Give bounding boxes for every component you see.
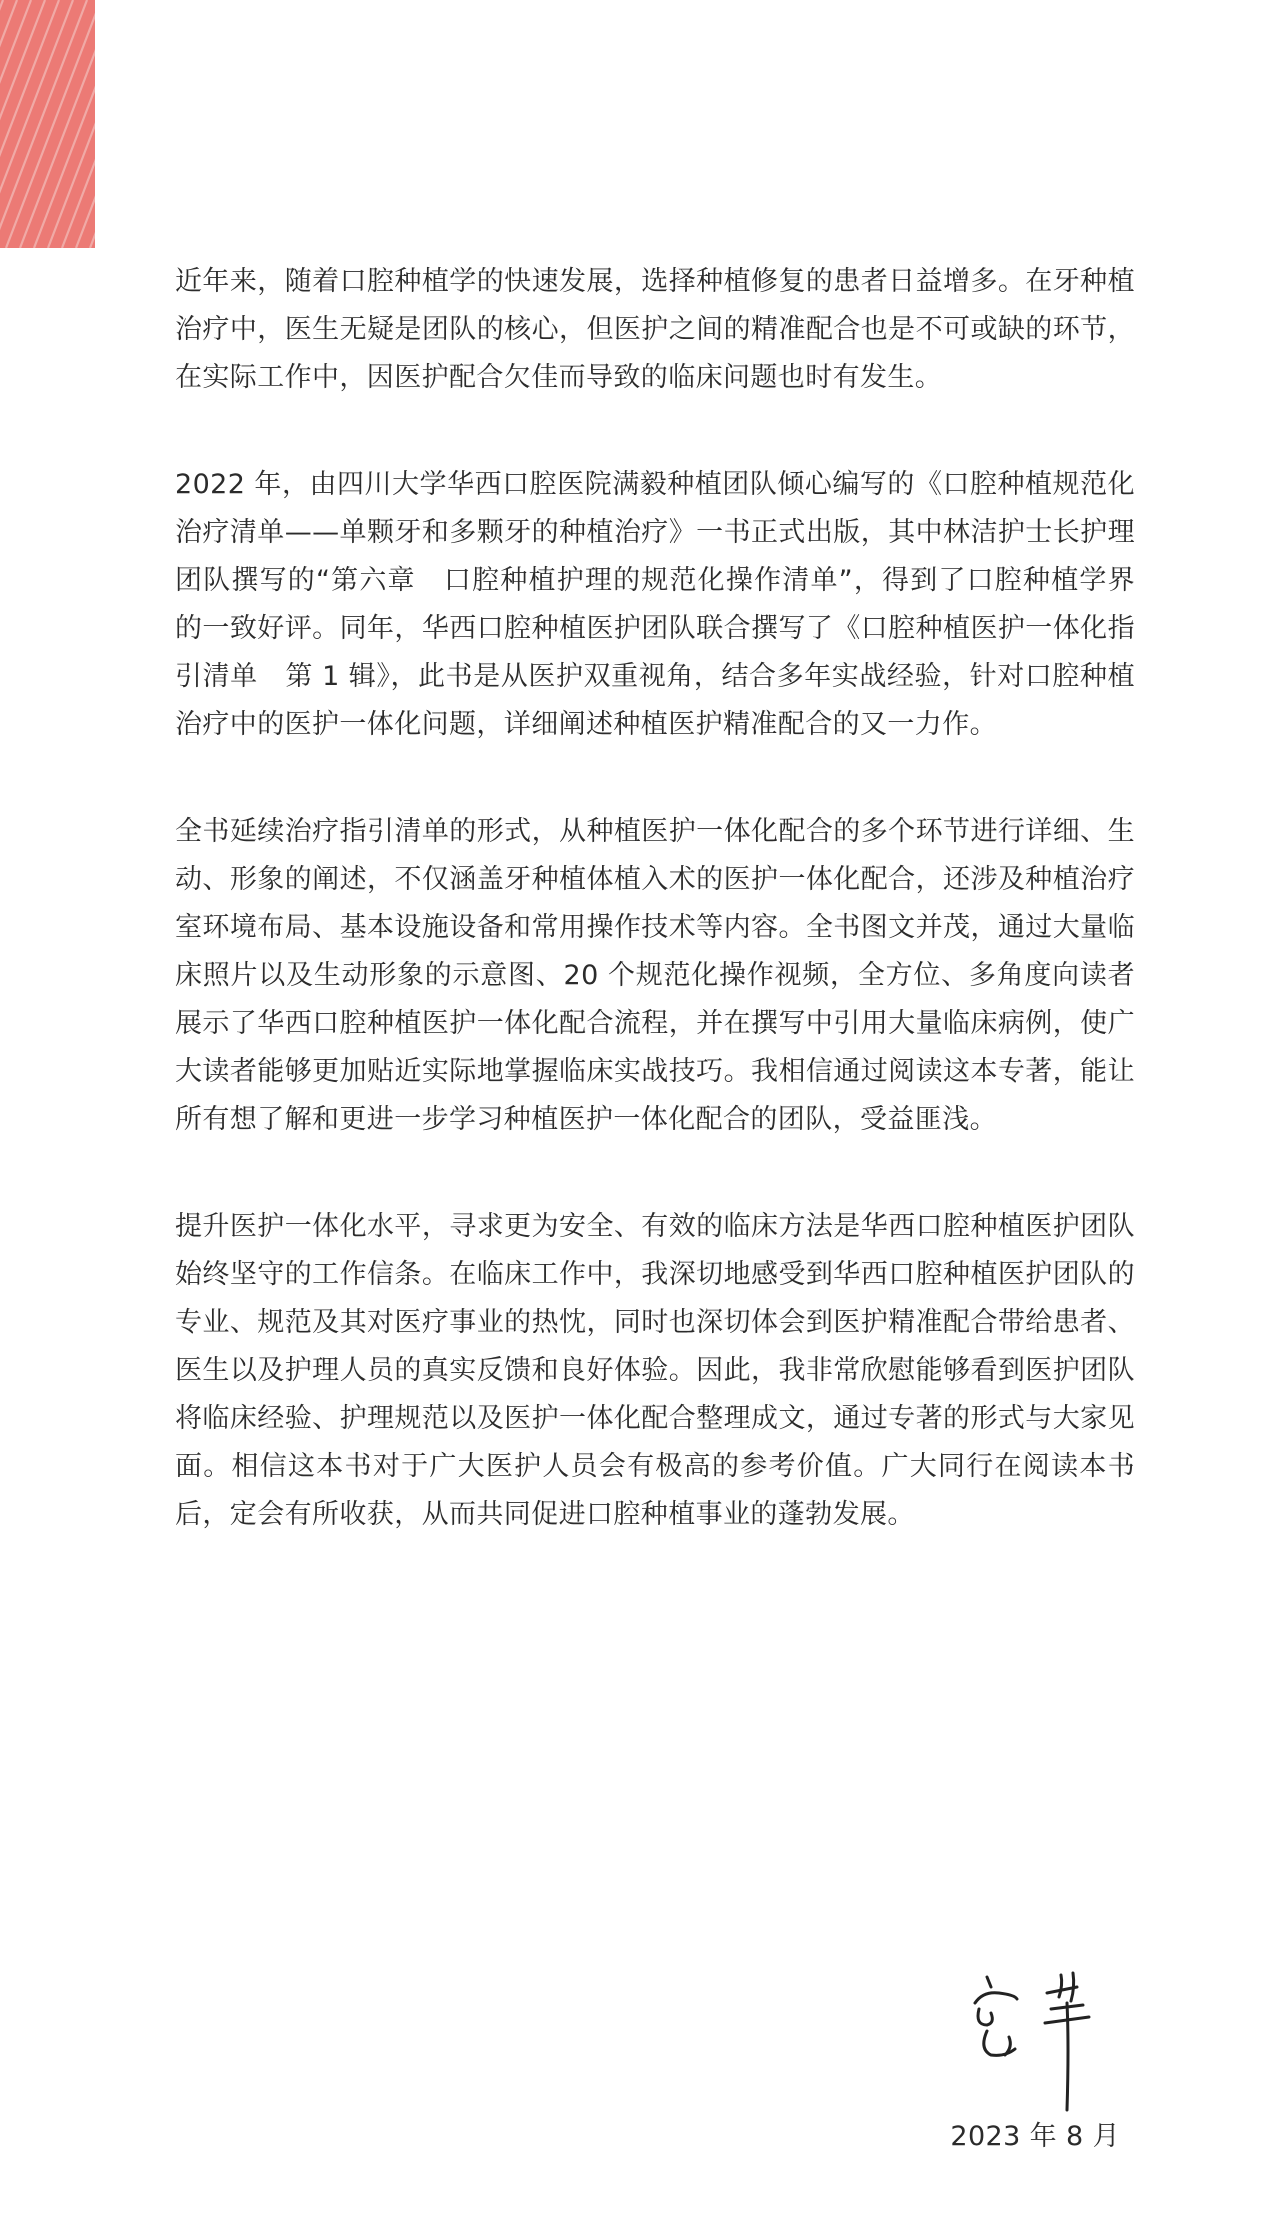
preface-body [175,258,1135,1598]
paragraph-1: 近年来，随着口腔种植学的快速发展，选择种植修复的患者日益增多。在牙种植治疗中，医生无疑是团队的核心，但医护之间的精准配合也是不可或缺的环节，在实际工作中，因医护配合欠佳而导致的临床问题也时有发生。 [175,266,1135,393]
paragraph-3: 全书延续治疗指引清单的形式，从种植医护一体化配合的多个环节进行详细、生动、形象的阐述，不仅涵盖牙种植体植入术的医护一体化配合，还涉及种植治疗室环境布局、基本设施设备和常用操作技术等内容。全书图文并茂，通过大量临床照片以及生动形象的示意图、20 个规范化操作视频，全方位、多角度向读者展示了华西口腔种植医护一体化配合流程，并在撰写中引用大量临床病例，使广大读者能够更加贴近实际地掌握临床实战技巧。我相信通过阅读这本专著，能让所有想了解和更进一步学习种植医护一体化配合的团队，受益匪浅。 [175,816,1135,1135]
paragraph-2: 2022 年，由四川大学华西口腔医院满毅种植团队倾心编写的《口腔种植规范化治疗清单——单颗牙和多颗牙的种植治疗》一书正式出版，其中林洁护士长护理团队撰写的“第六章 口腔种植护理的规范化操作清单”，得到了口腔种植学界的一致好评。同年，华西口腔种植医护团队联合撰写了《口腔种植医护一体化指引清单 第 1 辑》，此书是从医护双重视角，结合多年实战经验，针对口腔种植治疗中的医护一体化问题，详细阐述种植医护精准配合的又一力作。 [175,469,1135,740]
corner-stripe-decoration [0,0,95,248]
handwritten-signature [965,1965,1115,2115]
paragraph-4: 提升医护一体化水平，寻求更为安全、有效的临床方法是华西口腔种植医护团队始终坚守的工作信条。在临床工作中，我深切地感受到华西口腔种植医护团队的专业、规范及其对医疗事业的热忱，同时也深切体会到医护精准配合带给患者、医生以及护理人员的真实反馈和良好体验。因此，我非常欣慰能够看到医护团队将临床经验、护理规范以及医护一体化配合整理成文，通过专著的形式与大家见面。相信这本书对于广大医护人员会有极高的参考价值。广大同行在阅读本书后，定会有所收获，从而共同促进口腔种植事业的蓬勃发展。 [175,1211,1135,1530]
date-line: 2023 年 8 月 [950,2121,1120,2152]
